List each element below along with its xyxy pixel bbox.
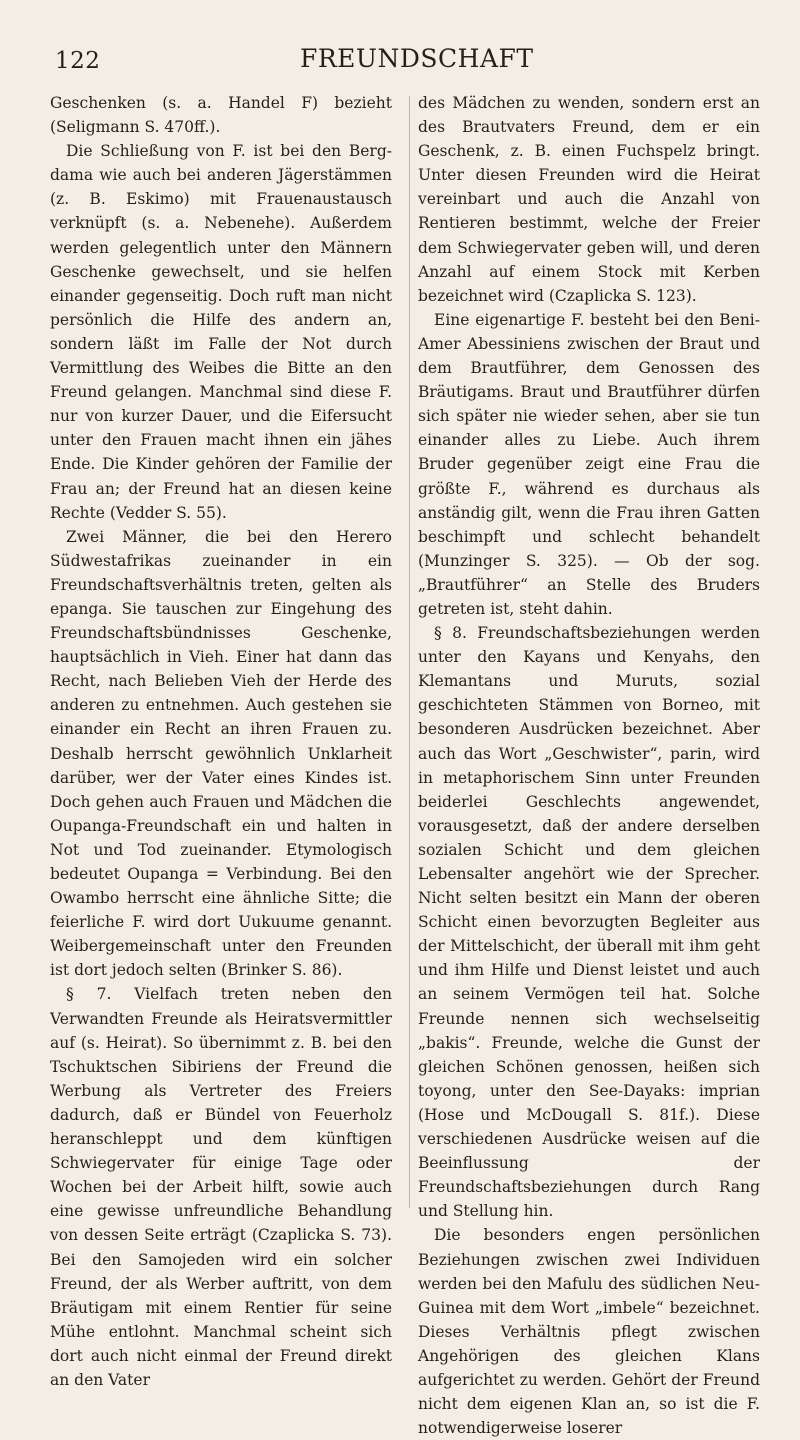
paragraph: Zwei Männer, die bei den Herero Südwestafrikas zueinander in ein Freundschaftsverhältnis treten, gelten als epanga. Sie tauschen zur Eingehung des Freundschaftsbündnisses Geschenke, hauptsächlich in Vieh. Einer hat dann das Recht, nach Belieben Vieh der Herde des anderen zu entnehmen. Auch gestehen sie einander ein Recht an ihren Frauen zu. Deshalb herrscht gewöhnlich Unklarheit darüber, wer der Vater eines Kindes ist. Doch gehen auch Frauen und Mädchen die Oupanga-Freundschaft ein und halten in Not und Tod zueinander. Etymologisch bedeutet Oupanga = Verbindung. Bei den Owambo herrscht eine ähnliche Sitte; die feierliche F. wird dort Uukuume genannt. Weibergemeinschaft unter den Freunden ist dort jedoch selten (Brinker S. 86). [50, 527, 392, 980]
paragraph: Die Schließung von F. ist bei den Berg-dama wie auch bei anderen Jägerstämmen (z. B. Eskimo) mit Frauenaustausch verknüpft (s. a. Nebenehe). Außerdem werden gelegentlich unter den Männern Geschenke gewechselt, und sie helfen einander gegenseitig. Doch ruft man nicht persönlich die Hilfe des andern an, sondern läßt im Falle der Not durch Vermittlung des Weibes die Bitte an den Freund gelangen. Manchmal sind diese F. nur von kurzer Dauer, und die Eifersucht unter den Frauen macht ihnen ein jähes Ende. Die Kinder gehören der Familie der Frau an; der Freund hat an diesen keine Rechte (Vedder S. 55). [50, 142, 392, 522]
paragraph: Die besonders engen persönlichen Beziehungen zwischen zwei Individuen werden bei den Mafulu des südlichen Neu-Guinea mit dem Wort „imbele“ bezeichnet. Dieses Verhältnis pflegt zwischen Angehörigen des gleichen Klans aufgerichtet zu werden. Gehört der Freund nicht dem eigenen Klan an, so ist die F. notwendigerweise loserer [418, 1226, 760, 1438]
paragraph: Geschenken (s. a. Handel F) bezieht (Seligmann S. 470ff.). [50, 94, 392, 137]
paragraph: Eine eigenartige F. besteht bei den Beni-Amer Abessiniens zwischen der Braut und dem Brautführer, dem Genossen des Bräutigams. Braut und Brautführer dürfen sich später nie wieder sehen, aber sie tun einander alles zu Liebe. Auch ihrem Bruder gegenüber zeigt eine Frau die größte F., während es durchaus als anständig gilt, wenn die Frau ihren Gatten beschimpft und schlecht behandelt (Munzinger S. 325). — Ob der sog. „Brautführer“ an Stelle des Bruders getreten ist, steht dahin. [418, 310, 760, 618]
column-divider [409, 96, 410, 1208]
running-head: FREUNDSCHAFT [300, 44, 534, 73]
page-number: 122 [55, 48, 101, 74]
left-column [50, 91, 392, 1392]
paragraph: § 7. Vielfach treten neben den Verwandten Freunde als Heiratsvermittler auf (s. Heirat). So übernimmt z. B. bei den Tschuktschen Sibiriens der Freund die Werbung als Vertreter des Freiers dadurch, daß er Bündel von Feuerholz heranschleppt und dem künftigen Schwiegervater für einige Tage oder Wochen bei der Arbeit hilft, sowie auch eine gewisse unfreundliche Behandlung von dessen Seite erträgt (Czaplicka S. 73). Bei den Samojeden wird ein solcher Freund, der als Werber auftritt, von dem Bräutigam mit einem Rentier für seine Mühe entlohnt. Manchmal scheint sich dort auch nicht einmal der Freund direkt an den Vater [50, 985, 392, 1389]
paragraph: § 8. Freundschaftsbeziehungen werden unter den Kayans und Kenyahs, den Klemantans und Muruts, sozial geschichteten Stämmen von Borneo, mit besonderen Ausdrücken bezeichnet. Aber auch das Wort „Geschwister“, parin, wird in metaphorischem Sinn unter Freunden beiderlei Geschlechts angewendet, vorausgesetzt, daß der andere derselben sozialen Schicht und dem gleichen Lebensalter angehört wie der Sprecher. Nicht selten besitzt ein Mann der oberen Schicht einen bevorzugten Begleiter aus der Mittelschicht, der überall mit ihm geht und ihm Hilfe und Dienst leistet und auch an seinem Vermögen teil hat. Solche Freunde nennen sich wechselseitig „bakis“. Freunde, welche die Gunst der gleichen Schönen genossen, heißen sich toyong, unter den See-Dayaks: imprian (Hose und McDougall S. 81f.). Diese verschiedenen Ausdrücke weisen auf die Beeinflussung der Freundschaftsbeziehungen durch Rang und Stellung hin. [418, 624, 760, 1221]
right-column [418, 91, 760, 1440]
paragraph: des Mädchen zu wenden, sondern erst an des Brautvaters Freund, dem er ein Geschenk, z. B. einen Fuchspelz bringt. Unter diesen Freunden wird die Heirat vereinbart und auch die Anzahl von Rentieren bestimmt, welche der Freier dem Schwiegervater geben will, und deren Anzahl auf einem Stock mit Kerben bezeichnet wird (Czaplicka S. 123). [418, 94, 760, 305]
page-header [0, 40, 800, 80]
